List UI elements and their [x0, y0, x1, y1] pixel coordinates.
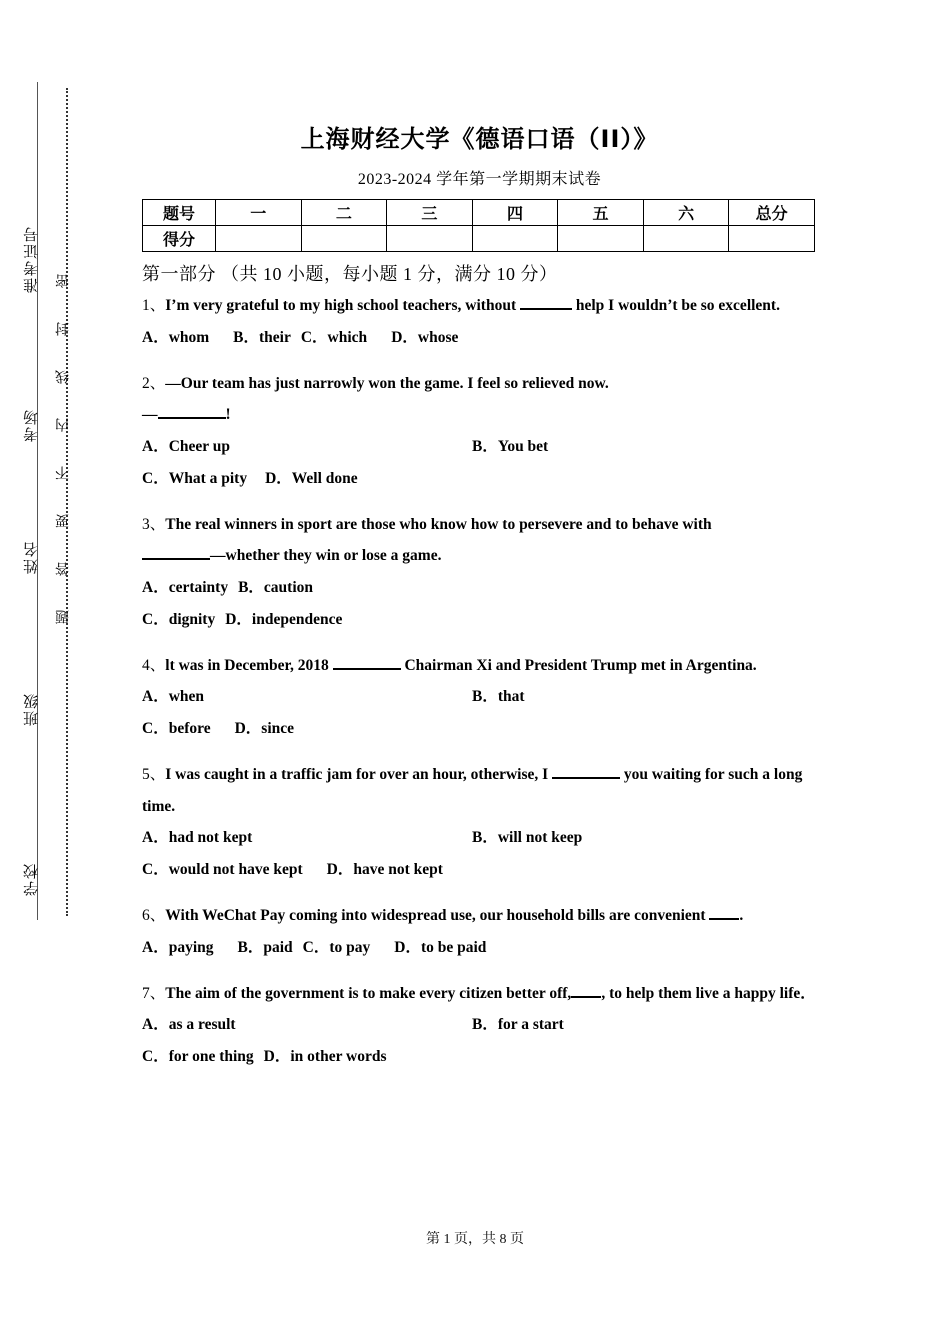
- question-5-number: 5、: [142, 765, 166, 783]
- question-3-stem-line2: [142, 540, 817, 572]
- score-table: [142, 199, 815, 252]
- score-table-col-6: 总分: [729, 200, 815, 226]
- question-2-number: 2、: [142, 374, 166, 392]
- question-2-stem-before: —Our team has just narrowly won the game. I feel so relieved now.: [165, 374, 609, 392]
- question-4-number: 4、: [142, 656, 166, 674]
- score-table-col-1: 二: [301, 200, 387, 226]
- question-1: [142, 290, 817, 354]
- margin-label-school: 学校: [24, 862, 40, 896]
- question-4-blank[interactable]: [333, 668, 401, 670]
- question-4-option-b[interactable]: B．that: [472, 688, 525, 706]
- question-5-stem: [142, 759, 817, 823]
- question-4-option-d[interactable]: D．since: [234, 720, 295, 738]
- question-4-stem-after: Chairman Xi and President Trump met in Argentina.: [400, 656, 757, 674]
- question-6: [142, 900, 817, 964]
- question-6-stem-after: .: [739, 907, 744, 925]
- question-2-option-c[interactable]: C．What a pity: [142, 469, 248, 487]
- question-7-option-d[interactable]: D．in other words: [263, 1048, 387, 1066]
- question-1-stem: [142, 290, 817, 322]
- question-7-option-a[interactable]: A．as a result: [142, 1016, 236, 1034]
- question-1-option-d[interactable]: D．whose: [391, 328, 459, 346]
- question-1-option-a[interactable]: A．whom: [142, 328, 210, 346]
- question-7-blank[interactable]: [571, 996, 601, 998]
- question-1-number: 1、: [142, 297, 166, 314]
- section-heading: 第一部分 （共 10 小题，每小题 1 分，满分 10 分）: [142, 264, 558, 284]
- question-3-option-c[interactable]: C．dignity: [142, 610, 216, 628]
- question-5-blank[interactable]: [552, 777, 620, 779]
- question-5-option-b[interactable]: B．will not keep: [472, 829, 583, 847]
- question-2: [142, 368, 817, 495]
- question-6-stem: [142, 900, 817, 932]
- margin-label-exam-room: 考场: [24, 408, 40, 442]
- question-2-stem-line2: [142, 399, 817, 431]
- question-4-options-row1: [142, 681, 817, 713]
- seal-line-text: 题答要不内线封密: [56, 240, 71, 624]
- question-7-stem-before: The aim of the government is to make every citizen better off,: [165, 984, 572, 1002]
- score-cell-4[interactable]: [558, 226, 644, 252]
- spacer: [142, 745, 817, 759]
- question-6-option-d[interactable]: D．to be paid: [394, 938, 487, 956]
- score-table-col-5: 六: [643, 200, 729, 226]
- question-2-option-d[interactable]: D．Well done: [265, 469, 358, 487]
- score-table-col-3: 四: [472, 200, 558, 226]
- question-5: [142, 759, 817, 886]
- question-7-options-row1: [142, 1009, 817, 1041]
- page-content: [142, 0, 817, 1073]
- question-2-option-a[interactable]: A．Cheer up: [142, 438, 230, 456]
- score-cell-5[interactable]: [643, 226, 729, 252]
- score-cell-6[interactable]: [729, 226, 815, 252]
- question-3-stem-before: The real winners in sport are those who know how to persevere and to behave with: [165, 515, 712, 533]
- question-3-blank[interactable]: [142, 558, 210, 560]
- seal-line-solid: [37, 82, 38, 920]
- question-6-options: [142, 932, 817, 964]
- score-table-col-0: 一: [216, 200, 302, 226]
- page-footer: 第 1 页，共 8 页: [426, 1232, 524, 1247]
- score-table-col-4: 五: [558, 200, 644, 226]
- question-3-options-row2: [142, 604, 817, 636]
- question-1-stem-after: help I wouldn’t be so excellent.: [572, 297, 780, 314]
- question-5-options-row1: [142, 822, 817, 854]
- question-6-blank[interactable]: [709, 918, 739, 920]
- question-4-stem: [142, 650, 817, 682]
- question-4: [142, 650, 817, 745]
- spacer: [142, 354, 817, 368]
- question-4-option-c[interactable]: C．before: [142, 720, 211, 738]
- question-2-options-row2: [142, 463, 817, 495]
- question-5-stem-after: you waiting for such a long time.: [142, 765, 803, 815]
- question-1-options: [142, 322, 817, 354]
- question-6-stem-before: With WeChat Pay coming into widespread use, our household bills are convenient: [165, 907, 710, 925]
- question-6-option-b[interactable]: B．paid: [237, 938, 293, 956]
- question-3-stem: [142, 509, 817, 541]
- question-5-stem-before: I was caught in a traffic jam for over an hour, otherwise, I: [165, 765, 553, 783]
- question-2-blank[interactable]: [158, 417, 226, 419]
- page-subtitle: 2023-2024 学年第一学期期末试卷: [357, 171, 602, 188]
- margin-label-name: 姓名: [24, 540, 40, 574]
- table-row-scores: [143, 226, 815, 252]
- score-cell-0[interactable]: [216, 226, 302, 252]
- spacer: [142, 964, 817, 978]
- question-3-option-a[interactable]: A．certainty: [142, 579, 229, 597]
- question-7-stem-after: , to help them live a happy life．: [601, 984, 816, 1002]
- question-6-option-a[interactable]: A．paying: [142, 938, 214, 956]
- spacer: [142, 636, 817, 650]
- score-table-row-label-1: 得分: [143, 226, 216, 252]
- question-2-option-b[interactable]: B．You bet: [472, 438, 549, 456]
- question-7-number: 7、: [142, 984, 166, 1002]
- question-1-option-c[interactable]: C．which: [300, 328, 368, 346]
- question-5-option-d[interactable]: D．have not kept: [326, 861, 443, 879]
- question-5-option-a[interactable]: A．had not kept: [142, 829, 253, 847]
- margin-label-class: 班级: [24, 692, 40, 726]
- binding-margin: [0, 0, 120, 1344]
- score-table-col-2: 三: [387, 200, 473, 226]
- question-4-stem-before: lt was in December, 2018: [165, 656, 333, 674]
- question-7-option-c[interactable]: C．for one thing: [142, 1048, 254, 1066]
- question-4-option-a[interactable]: A．when: [142, 688, 205, 706]
- score-cell-3[interactable]: [472, 226, 558, 252]
- question-3-option-d[interactable]: D．independence: [225, 610, 343, 628]
- score-cell-1[interactable]: [301, 226, 387, 252]
- question-7-option-b[interactable]: B．for a start: [472, 1016, 564, 1034]
- table-row-headers: [143, 200, 815, 226]
- spacer: [142, 495, 817, 509]
- question-3-options-row1: [142, 572, 817, 604]
- score-cell-2[interactable]: [387, 226, 473, 252]
- question-3-number: 3、: [142, 515, 166, 533]
- spacer: [142, 886, 817, 900]
- page-title: 上海财经大学《德语口语（II）》: [300, 125, 659, 153]
- question-1-blank[interactable]: [520, 308, 572, 310]
- margin-label-exam-number: 准考证号: [24, 225, 40, 293]
- question-2-dash: —: [142, 406, 158, 424]
- question-1-stem-before: I’m very grateful to my high school teachers, without: [165, 297, 520, 314]
- question-3-option-b[interactable]: B．caution: [238, 579, 314, 597]
- question-5-option-c[interactable]: C．would not have kept: [142, 861, 303, 879]
- question-6-number: 6、: [142, 907, 166, 925]
- question-2-options-row1: [142, 431, 817, 463]
- question-6-option-c[interactable]: C．to pay: [302, 938, 371, 956]
- question-3: [142, 509, 817, 636]
- score-table-row-label-0: 题号: [143, 200, 216, 226]
- question-4-options-row2: [142, 713, 817, 745]
- question-3-stem-after: —whether they win or lose a game.: [210, 547, 442, 565]
- question-2-stem-after: !: [225, 406, 231, 424]
- question-7-stem: [142, 978, 817, 1010]
- question-2-stem: [142, 368, 817, 400]
- question-7-options-row2: [142, 1041, 817, 1073]
- question-7: [142, 978, 817, 1073]
- question-1-option-b[interactable]: B．their: [233, 328, 291, 346]
- question-5-options-row2: [142, 854, 817, 886]
